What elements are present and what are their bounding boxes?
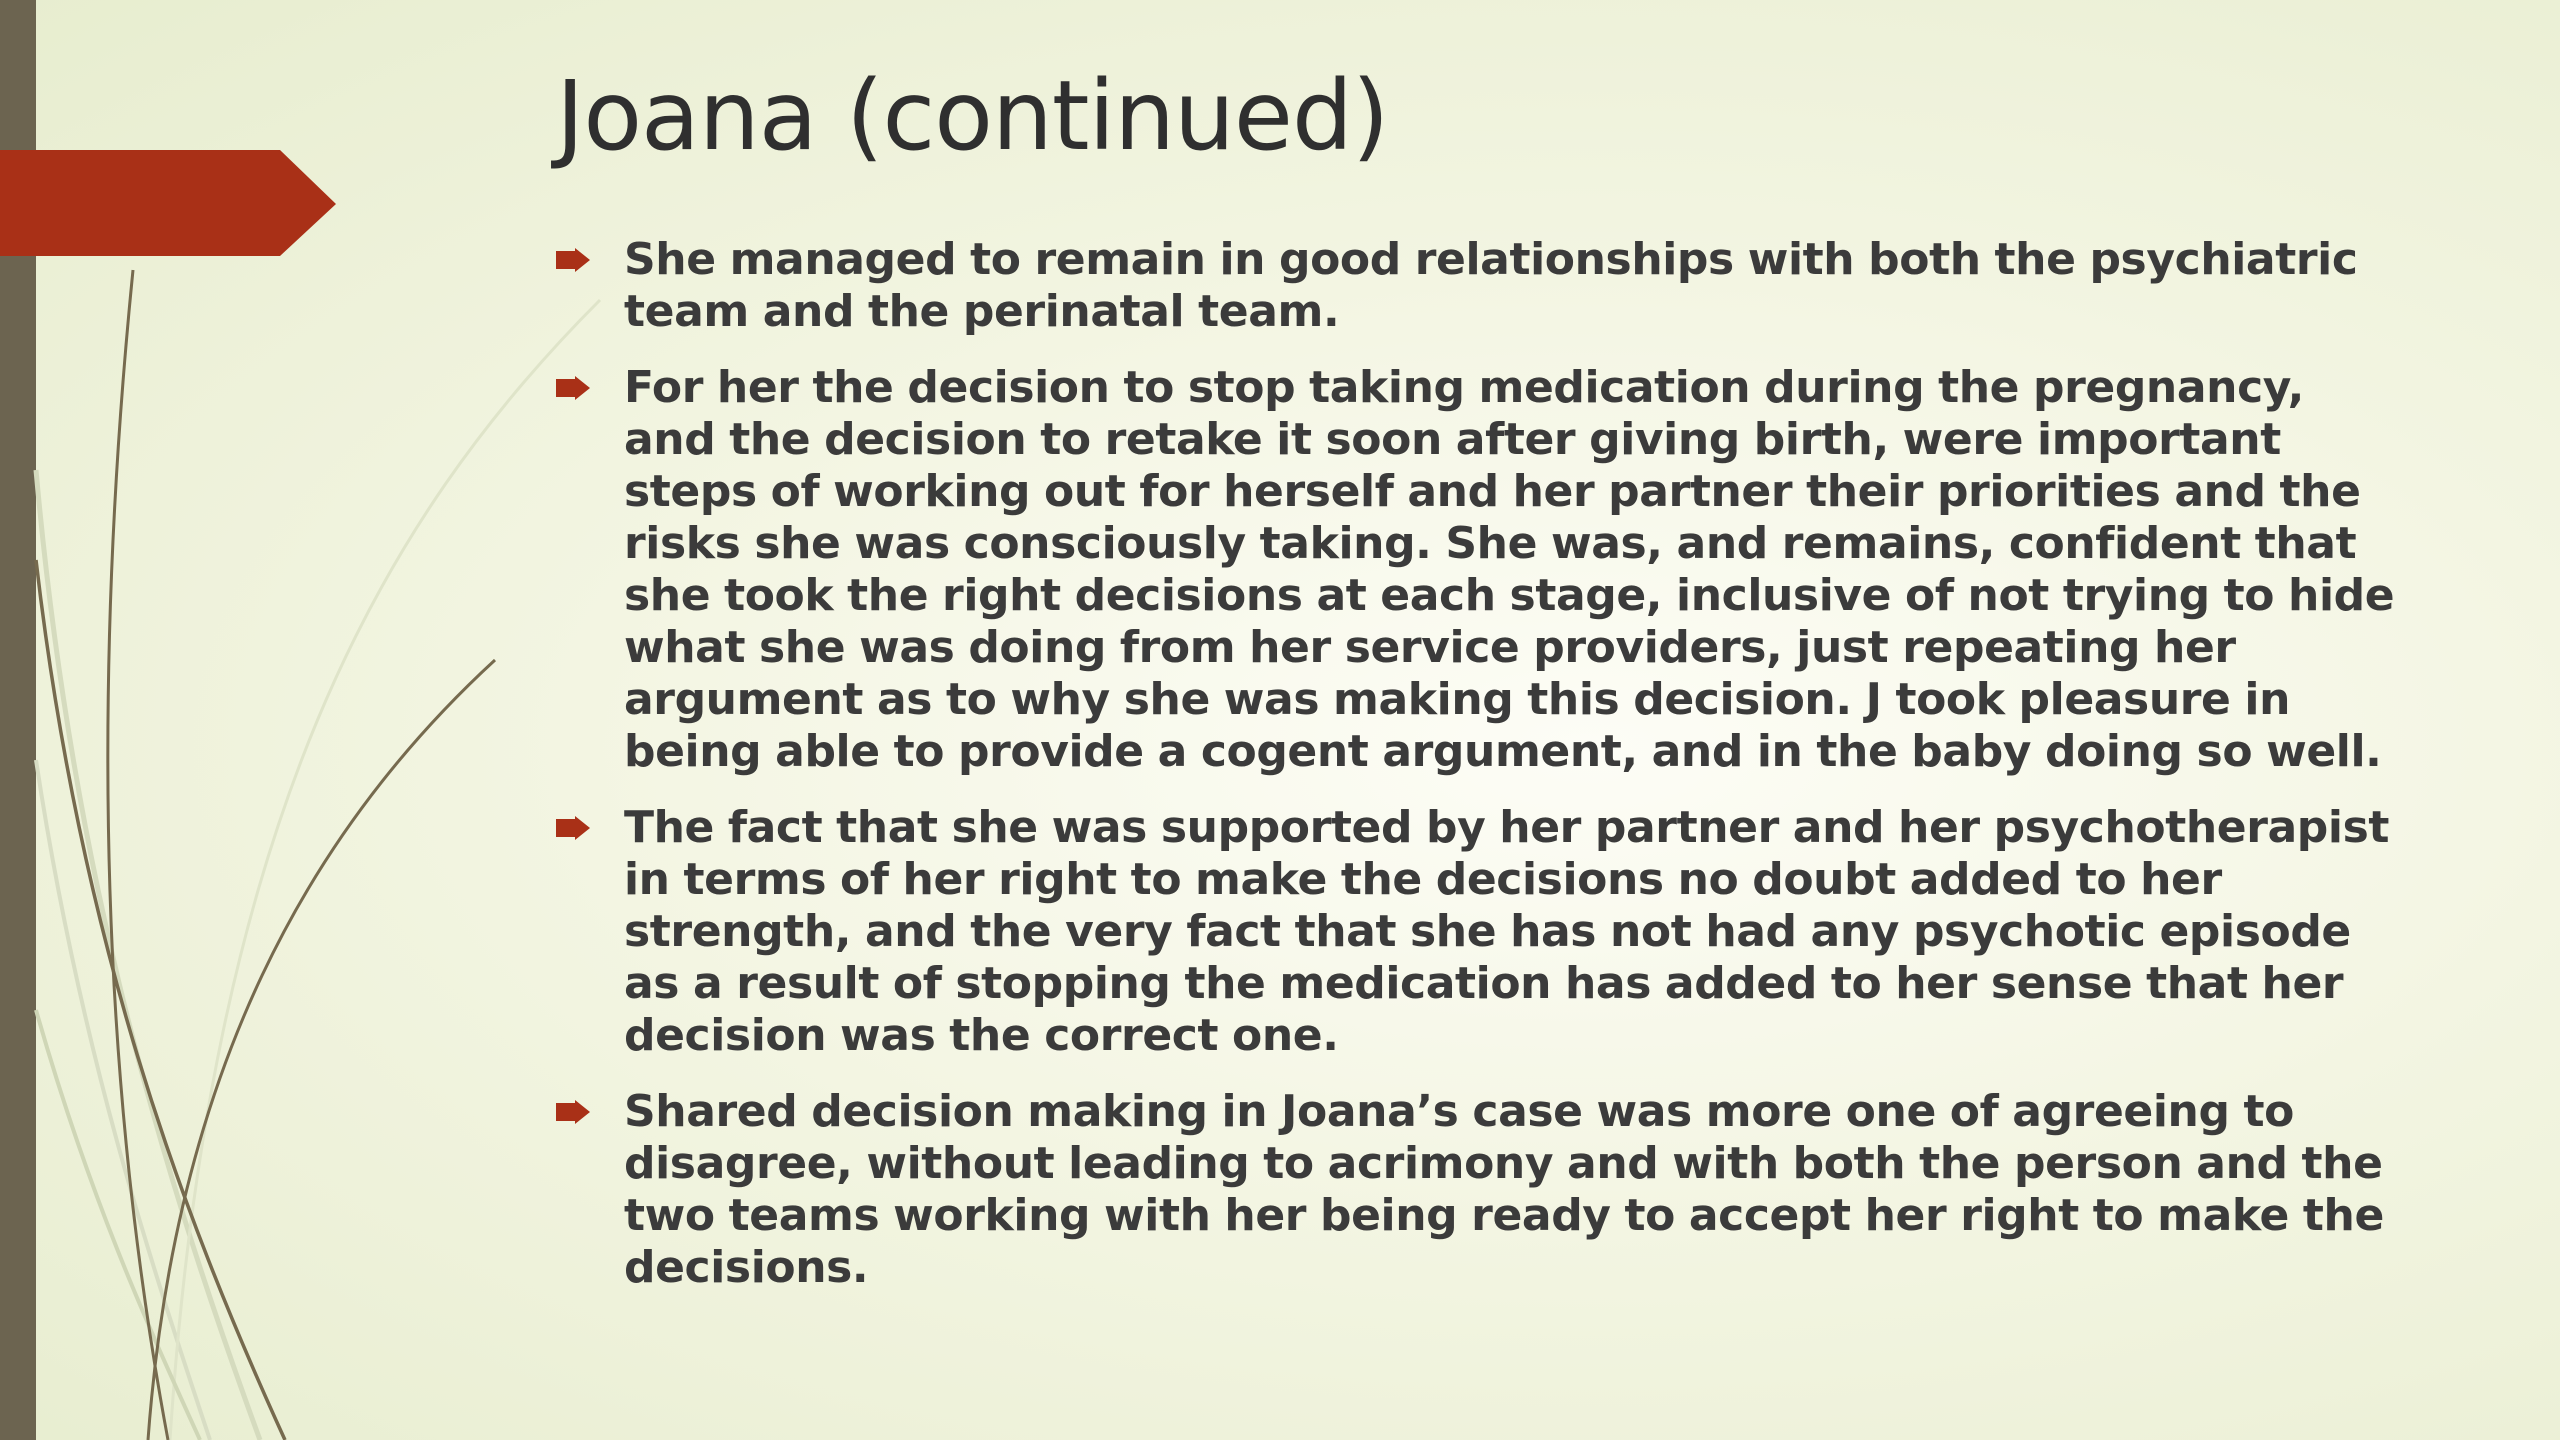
bullet-item [556, 802, 2406, 1062]
arrow-bullet-icon [556, 234, 624, 286]
bullet-list [556, 234, 2406, 1318]
arrow-bullet-icon [556, 802, 624, 854]
bullet-text: The fact that she was supported by her partner and her psychotherapist in terms of her right to make the decisions no doubt added to her strength, and the very fact that she has not had any psychotic episode as a result of stopping the medication has added to her sense that her decision was the correct one. [624, 802, 2390, 1061]
bullet-text: She managed to remain in good relationships with both the psychiatric team and the perinatal team. [624, 234, 2358, 337]
bullet-text: Shared decision making in Joana’s case was more one of agreeing to disagree, without leading to acrimony and with both the person and the two teams working with her being ready to accept her right to make the decisions. [624, 1086, 2384, 1293]
bullet-text: For her the decision to stop taking medication during the pregnancy, and the decision to retake it soon after giving birth, were important steps of working out for herself and her partner their priorities and the risks she was consciously taking. She was, and remains, confident that she took the right decisions at each stage, inclusive of not trying to hide what she was doing from her service providers, just repeating her argument as to why she was making this decision. J took pleasure in being able to provide a cogent argument, and in the baby doing so well. [624, 362, 2395, 777]
slide-title: Joana (continued) [556, 60, 1389, 172]
bullet-item [556, 1086, 2406, 1294]
arrow-bullet-icon [556, 1086, 624, 1138]
arrow-bullet-icon [556, 362, 624, 414]
bullet-item [556, 234, 2406, 338]
bullet-item [556, 362, 2406, 778]
